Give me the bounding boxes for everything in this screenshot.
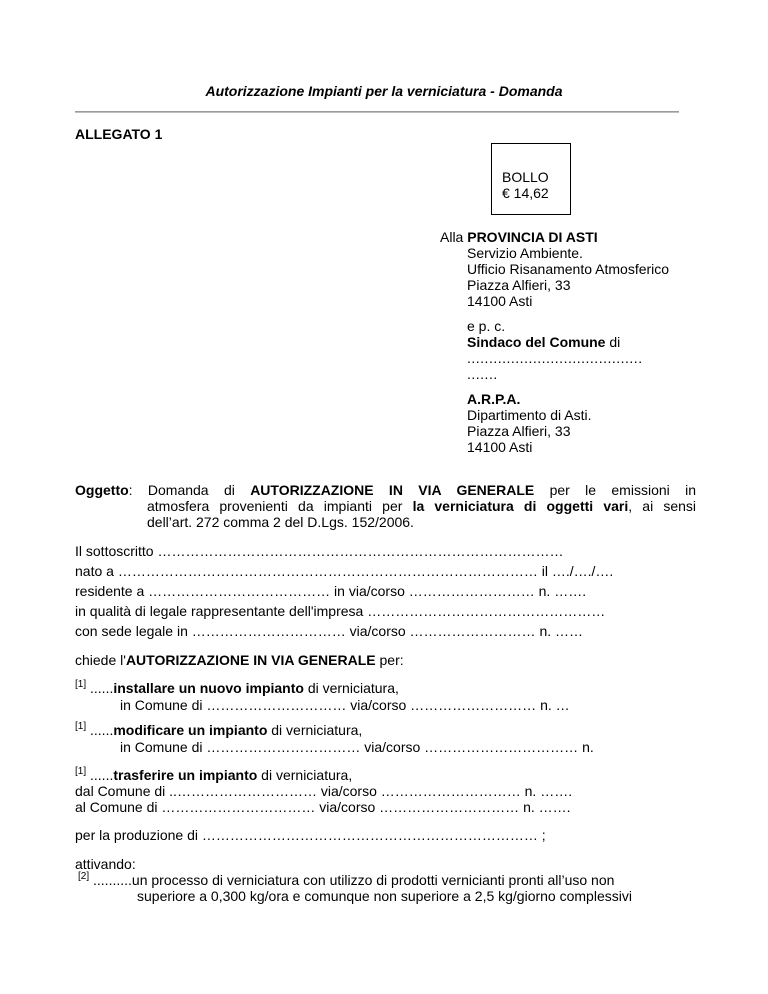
addressee-line: Piazza Alfieri, 33	[467, 277, 571, 293]
footnote-ref: [1]	[75, 766, 87, 777]
chiede-bold: AUTORIZZAZIONE IN VIA GENERALE	[125, 652, 376, 668]
chiede-text: chiede l'	[75, 652, 126, 668]
option-trasferire	[75, 767, 352, 783]
attivando-label: attivando:	[75, 856, 136, 872]
title-divider	[75, 111, 679, 113]
option-bold: trasferire un impianto	[113, 767, 258, 783]
oggetto-text: , ai sensi	[628, 498, 697, 514]
attivando-line-1	[78, 872, 614, 888]
chiede-text: per:	[375, 652, 404, 668]
option-trasferire-dal: dal Comune di ..………………………… via/corso ………………………… n. …….	[75, 783, 573, 799]
addressee-line: Ufficio Risanamento Atmosferico	[467, 261, 670, 277]
addressee-line: 14100 Asti	[467, 293, 533, 309]
footnote-ref: [1]	[75, 679, 87, 690]
stamp-line-bollo: BOLLO	[502, 169, 549, 185]
arpa-line: Dipartimento di Asti.	[467, 407, 592, 423]
field-produzione: per la produzione di ……………………………………………………………… ;	[75, 827, 546, 843]
oggetto-text: : Domanda di	[128, 482, 251, 498]
arpa-block	[467, 391, 592, 455]
cc-sindaco	[467, 334, 643, 350]
stamp-line-amount: € 14,62	[502, 185, 549, 201]
chiede-line	[75, 652, 404, 668]
arpa-line: 14100 Asti	[467, 439, 533, 455]
arpa-line: Piazza Alfieri, 33	[467, 423, 571, 439]
oggetto-text: atmosfera provenienti da impianti per	[147, 498, 413, 514]
addressee-prefix: Alla	[440, 229, 468, 245]
cc-dots-line-2: .......	[467, 366, 498, 382]
oggetto-text: per le emissioni in	[534, 482, 696, 498]
oggetto-bold: la verniciatura di oggetti vari	[412, 498, 629, 514]
allegato-label: ALLEGATO 1	[75, 126, 163, 142]
option-text: di verniciatura,	[303, 680, 399, 696]
oggetto-bold: AUTORIZZAZIONE IN VIA GENERALE	[250, 482, 535, 498]
option-dots: ......	[86, 767, 114, 783]
oggetto-label: Oggetto	[75, 482, 129, 498]
field-residente: residente a ………………………………… in via/corso ……………………… n. …….	[75, 583, 587, 599]
option-modificare	[75, 722, 362, 738]
option-bold: installare un nuovo impianto	[113, 680, 304, 696]
option-trasferire-al: al Comune di …………………………… via/corso ………………………… n. …….	[75, 799, 571, 815]
option-dots: ......	[86, 680, 114, 696]
oggetto-line-3: dell’art. 272 comma 2 del D.Lgs. 152/2006.	[147, 514, 414, 530]
cc-dots-line-1: ........................................	[467, 350, 643, 366]
oggetto-line-2	[147, 498, 696, 514]
option-bold: modificare un impianto	[113, 722, 268, 738]
cc-sindaco-rest: di	[605, 334, 621, 350]
footnote-ref: [2]	[78, 871, 90, 882]
attivando-line-2: superiore a 0,300 kg/ora e comunque non superiore a 2,5 kg/giorno complessivi	[137, 888, 632, 904]
attivando-text: ..........un processo di verniciatura con utilizzo di prodotti vernicianti pronti all’uso non	[89, 872, 615, 888]
option-modificare-comune: in Comune di …………………………… via/corso …………………………… n.	[120, 739, 594, 755]
addressee-lines	[467, 245, 669, 309]
addressee-line: Servizio Ambiente.	[467, 245, 583, 261]
option-text: di verniciatura,	[257, 767, 353, 783]
cc-label: e p. c.	[467, 318, 506, 334]
cc-sindaco-bold: Sindaco del Comune	[467, 334, 606, 350]
field-sottoscritto: Il sottoscritto ……………………………………………………………………………	[75, 543, 564, 559]
stamp-text	[502, 169, 549, 201]
page-title: Autorizzazione Impianti per la verniciatura - Domanda	[205, 83, 563, 99]
addressee-heading	[440, 229, 598, 245]
field-nato: nato a ……………………………………………………………………………… il …./…./….	[75, 563, 614, 579]
option-nuovo-comune: in Comune di ………………………… via/corso ……………………… n. …	[120, 697, 570, 713]
cc-block	[467, 318, 643, 382]
arpa-name: A.R.P.A.	[467, 391, 521, 407]
addressee-name: PROVINCIA DI ASTI	[467, 229, 598, 245]
footnote-ref: [1]	[75, 721, 87, 732]
field-sede: con sede legale in …………………………… via/corso ……………………… n. ……	[75, 623, 584, 639]
option-nuovo	[75, 680, 399, 696]
field-qualita: in qualità di legale rappresentante dell'impresa ……………………………………………	[75, 603, 606, 619]
option-text: di verniciatura,	[267, 722, 363, 738]
oggetto-line-1	[75, 482, 696, 498]
option-dots: ......	[86, 722, 114, 738]
